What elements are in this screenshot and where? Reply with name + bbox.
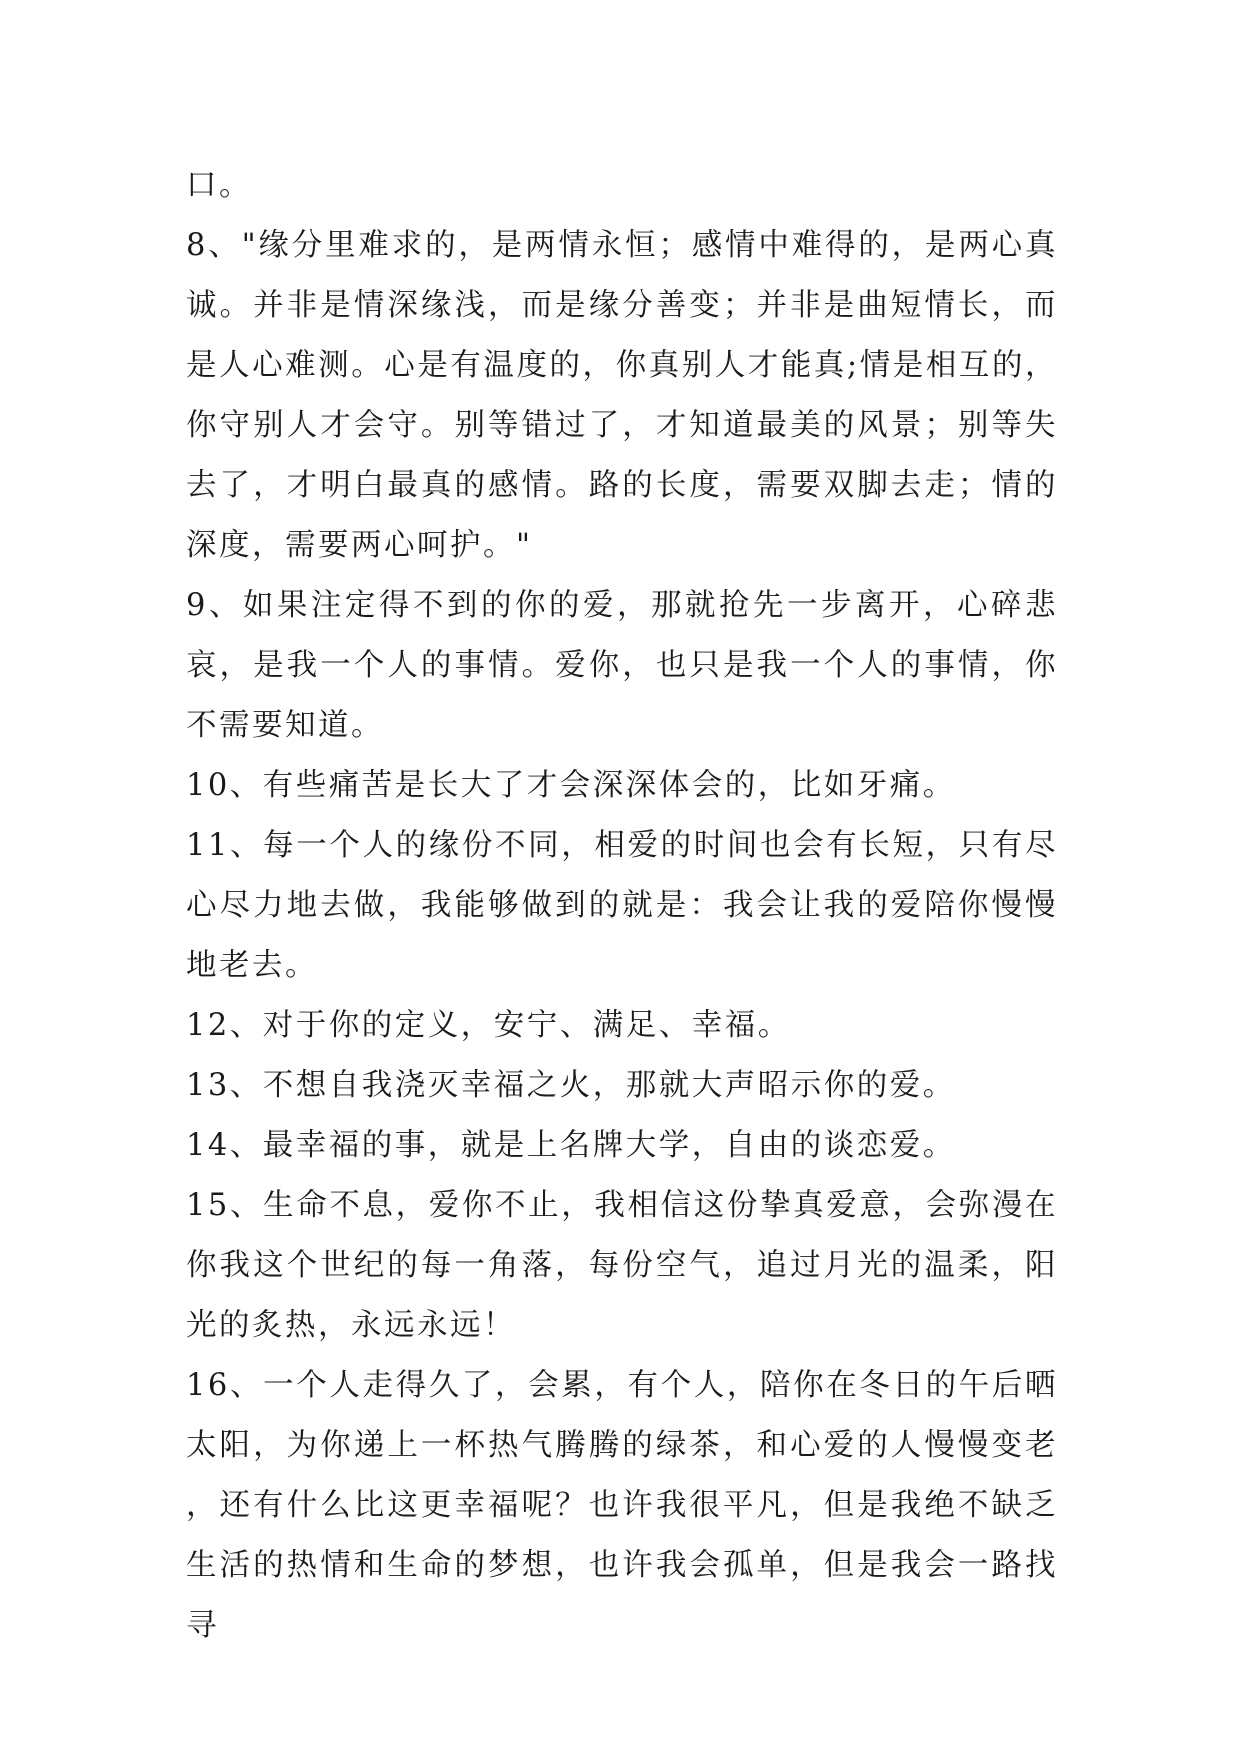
paragraph-continuation: 口。 xyxy=(186,168,252,203)
list-item-16: 16、一个人走得久了，会累，有个人，陪你在冬日的午后晒太阳，为你递上一杯热气腾腾的绿茶，和心爱的人慢慢变老，还有什么比这更幸福呢？也许我很平凡，但是我绝不缺乏生活的热情和生命的梦想，也许我会孤单，但是我会一路找寻 xyxy=(186,1368,1058,1643)
list-item-13: 13、不想自我浇灭幸福之火，那就大声昭示你的爱。 xyxy=(186,1068,956,1103)
list-item-15: 15、生命不息，爱你不止，我相信这份挚真爱意，会弥漫在你我这个世纪的每一角落，每份空气，追过月光的温柔，阳光的炙热，永远永远！ xyxy=(186,1188,1058,1343)
list-item-14: 14、最幸福的事，就是上名牌大学，自由的谈恋爱。 xyxy=(186,1128,956,1163)
list-item-12: 12、对于你的定义，安宁、满足、幸福。 xyxy=(186,1008,791,1043)
list-item-10: 10、有些痛苦是长大了才会深深体会的，比如牙痛。 xyxy=(186,768,956,803)
list-item-11: 11、每一个人的缘份不同，相爱的时间也会有长短，只有尽心尽力地去做，我能够做到的就是：我会让我的爱陪你慢慢地老去。 xyxy=(186,828,1058,983)
list-item-9: 9、如果注定得不到的你的爱，那就抢先一步离开，心碎悲哀，是我一个人的事情。爱你，也只是我一个人的事情，你不需要知道。 xyxy=(186,588,1058,743)
list-item-8: 8、"缘分里难求的，是两情永恒；感情中难得的，是两心真诚。并非是情深缘浅，而是缘分善变；并非是曲短情长，而是人心难测。心是有温度的，你真别人才能真;情是相互的，你守别人才会守。别等错过了，才知道最美的风景；别等失去了，才明白最真的感情。路的长度，需要双脚去走；情的深度，需要两心呵护。" xyxy=(186,228,1058,563)
document-body xyxy=(186,156,1058,1656)
